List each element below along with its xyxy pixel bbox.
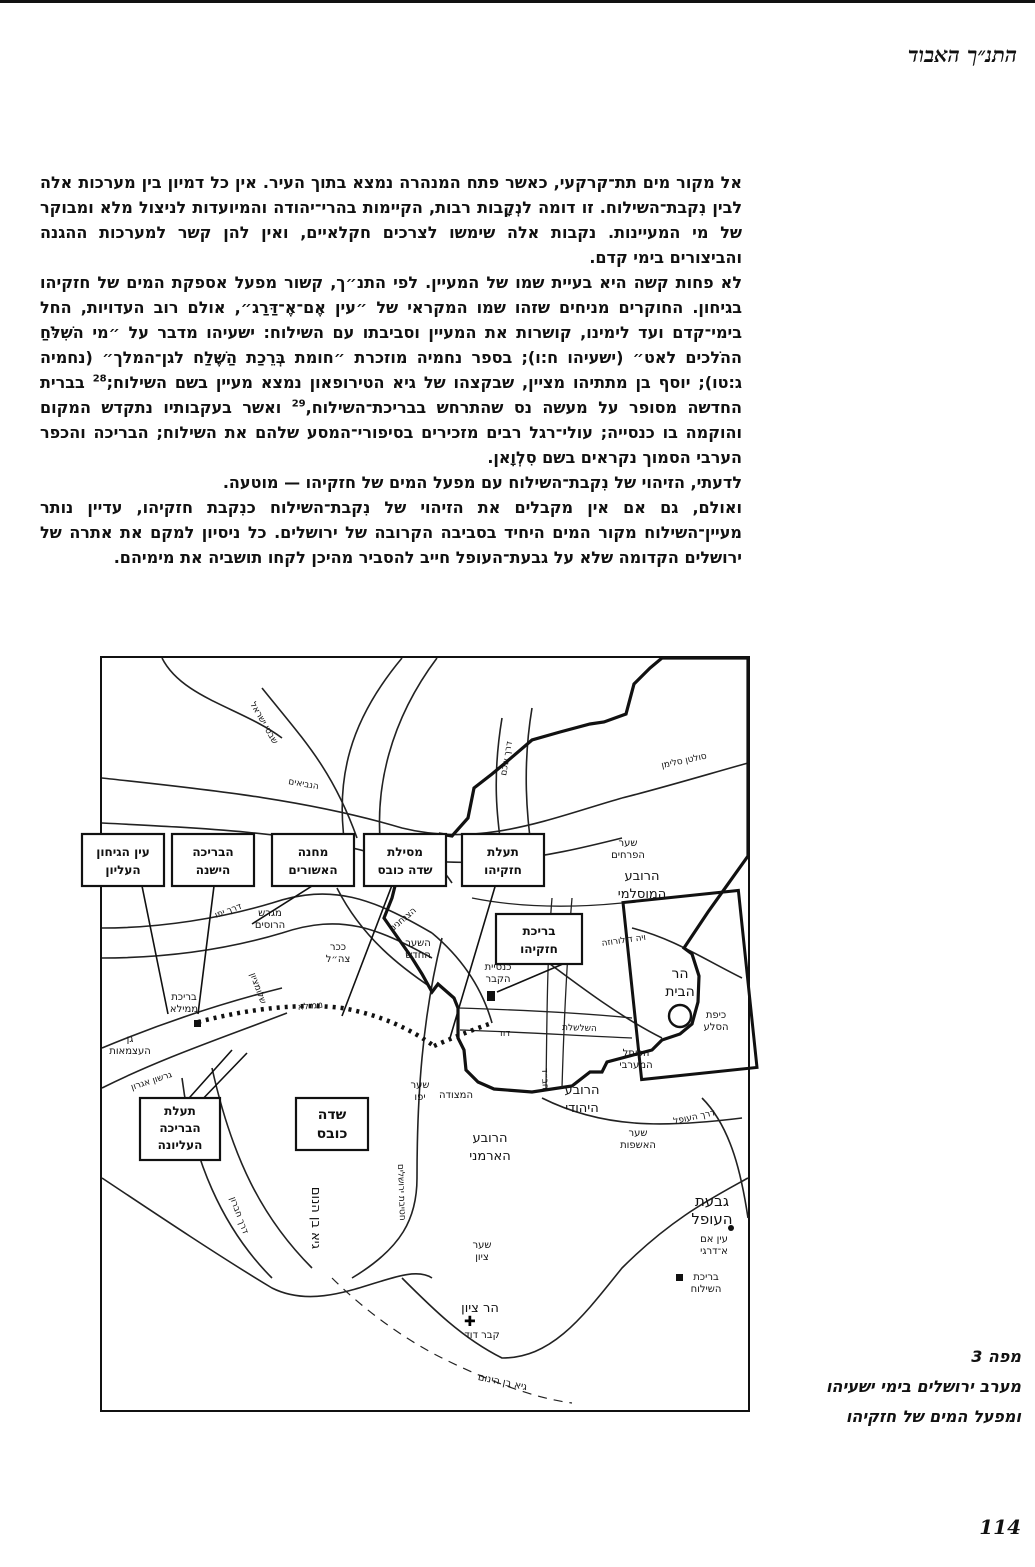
holy-sepulchre-line1: כנסיית — [484, 962, 512, 973]
callout-upper-pool-channel-line2: הבריכה — [159, 1121, 201, 1135]
western-wall-line2: המערבי — [619, 1060, 653, 1071]
map-number: מפה 3 — [971, 1347, 1021, 1366]
callout-towers-camp-line1: מחנה — [297, 845, 329, 859]
callout-launderers-road — [364, 834, 446, 886]
callout-gihon-upper-line1: עין הגיחון — [96, 845, 150, 859]
ein-umm-line1: עין אם — [700, 1234, 728, 1245]
callout-old-pool-line2: הישנה — [195, 863, 231, 877]
dung-gate-line1: שער — [628, 1128, 648, 1139]
callout-hezekiah-pool — [496, 914, 582, 964]
street-shivtei-israel: שבטי ישראל — [247, 700, 280, 747]
callout-hezekiah-pool-line2: חזקיהו — [520, 942, 558, 956]
ben-hinnom-label: גיא בן הינום — [476, 1371, 529, 1394]
road — [542, 958, 662, 1038]
street-chabad: חב״ד — [539, 1067, 550, 1090]
callout-upper-pool-channel-line1: תעלת — [164, 1104, 196, 1118]
david-tomb-marker: ✚ — [464, 1314, 476, 1330]
hinnom-valley-label: גיא בן הנום — [308, 1186, 323, 1250]
street-david: דוד — [498, 1029, 511, 1039]
street-hazanchanim: הצנחנים — [387, 905, 419, 935]
dome-rock-line2: הסלע — [703, 1022, 729, 1033]
callout-hezekiah-channel-line1: תעלת — [487, 845, 519, 859]
street-neviim: הנביאים — [287, 777, 320, 793]
hezekiah-channel-line — [434, 1023, 492, 1046]
ein-umm-line2: א־דרגי — [700, 1246, 728, 1257]
mamilla-pool-line1: בריכת — [171, 992, 197, 1003]
callout-upper-pool-channel-line3: העליונה — [157, 1138, 203, 1152]
temple-mount-line2: הבית — [665, 984, 695, 1000]
callout-launderers-road-line1: מסילת — [387, 845, 423, 859]
holy-sepulchre-line2: הקבר — [485, 974, 511, 985]
flowers-gate-line2: הפרחים — [611, 850, 645, 861]
paragraph-4: ואולם, גם אם אין מקבלים את הזיהוי של נִקבת־השילוח כנִקבת חזקיהו, עדיין נותר מעיין־השילוח מקור המים היחיד בסביבה הקרובה של ירושלים. כל ניסיון למקם את אתרה של ירושלים הקדומה שלא על גבעת־העופל חייב להסביר מהיכן לקחו תושביה את מימיהם. — [40, 498, 742, 567]
hezekiah-pool-marker — [487, 991, 495, 1001]
jewish-quarter-line2: היהודי — [565, 1101, 599, 1116]
callout-old-pool-line1: הבריכה — [192, 845, 234, 859]
paragraph-2-part-b: בברית החדשה מסופר על מעשה נס שהתרחש בבריכת־השילוח, — [40, 373, 742, 417]
street-shlomzion: שלומציון — [247, 971, 268, 1006]
david-tomb: קבר דוד — [464, 1330, 500, 1341]
road — [342, 658, 402, 858]
upper-pool-channel-line — [198, 1006, 434, 1046]
callout-towers-camp — [272, 834, 354, 886]
independence-park-line1: גן — [126, 1034, 134, 1045]
siloam-pool-line2: השילוח — [690, 1284, 722, 1295]
callout-hezekiah-channel-line2: חזקיהו — [484, 863, 522, 877]
zahal-square-line2: צה״ל — [325, 954, 351, 965]
new-gate-line2: החדש — [405, 950, 431, 961]
footnote-ref-29[interactable]: 29 — [291, 398, 306, 410]
street-shechem-road: דרך שכם — [499, 740, 515, 777]
street-agron: גרשון אגרון — [129, 1070, 174, 1093]
jaffa-gate-line2: יפו — [414, 1092, 426, 1103]
paragraph-2-part-c: ואשר בעקבותיו נתקדש המקום והוקמה בו כנסייה; עולי־רגל רבים מזכירים בסיפורי־המסע שלהם את השילוח; הבריכה והכפר הערבי הסמוך נקראים בשם סִלְוָאן. — [40, 398, 742, 467]
mamilla-pool-marker — [194, 1020, 201, 1027]
muslim-quarter-line1: הרובע — [624, 869, 660, 884]
map-jerusalem — [96, 656, 750, 1412]
citadel: המצודה — [439, 1090, 473, 1101]
map-svg — [96, 658, 748, 1410]
siloam-pool-marker — [676, 1274, 683, 1281]
street-suleiman: סולטן סלימן — [660, 751, 708, 771]
callout-old-pool — [172, 834, 254, 886]
street-hashalshelet: השלשלת — [561, 1023, 598, 1035]
street-jaffa-road: דרך יפו — [213, 901, 244, 921]
street-hebron-road: דרך חברון — [227, 1195, 250, 1236]
callout-gihon-upper-line2: העליון — [105, 863, 141, 877]
independence-park-line2: העצמאות — [109, 1046, 151, 1057]
road — [496, 718, 502, 853]
road — [526, 708, 532, 853]
callout-launderers-field — [296, 1098, 368, 1150]
street-via-dolorosa: ויה דולורוזה — [601, 932, 647, 949]
flowers-gate-line1: שער — [618, 838, 638, 849]
running-head: התנ״ך האבוד — [907, 42, 1017, 67]
zion-gate-line1: שער — [472, 1240, 492, 1251]
jewish-quarter-line1: הרובע — [564, 1083, 600, 1098]
map-caption-line2: ומפעל המים של חזקיהו — [845, 1407, 1021, 1426]
paragraph-3: לדעתי, הזיהוי של נִקבת־השילוח עם מפעל המים של חזקיהו — מוטעה. — [222, 473, 742, 492]
zion-gate-line2: ציון — [475, 1252, 489, 1263]
ophel-line1: גבעת — [694, 1192, 730, 1210]
new-gate-line1: השער — [405, 938, 431, 949]
temple-mount-line1: הר — [671, 966, 689, 982]
dome-rock-line1: כיפת — [705, 1010, 727, 1021]
muslim-quarter-line2: המוסלמי — [617, 887, 667, 902]
callout-launderers-field-line1: שדה — [317, 1107, 347, 1123]
road — [432, 933, 492, 1023]
top-rule — [0, 0, 1035, 3]
siloam-pool-line1: בריכת — [693, 1272, 719, 1283]
callout-launderers-road-line2: שדה כובס — [377, 863, 433, 877]
dung-gate-line2: האשפות — [620, 1140, 656, 1151]
jaffa-gate-line1: שער — [410, 1080, 430, 1091]
map-caption — [826, 1342, 1021, 1432]
zahal-square-line1: ככר — [329, 942, 347, 953]
street-ha-ofel: דרך העופל — [672, 1108, 717, 1127]
paragraph-2-part-a: לא פחות קשה היא בעיית שמו של המעיין. לפי התנ״ך, קשור מפעל אספקת המים של חזקיהו בגיחון. החוקרים מניחים שזהו שמו המקראי של ״עין אֶם־אֶ־דַּרַג״, אולם רוב העדויות, החל בימי־קדם ועד לימינו, קושרות את המעיין וסביבתו עם השילוח: ישעיהו מדבר על ״מי השִׁלֹּחַ ההֹלכים לאט״ (ישעיהו ח:ו); בספר נחמיה מוזכרת ״חומת בְּרֵכַת הַשֶּׁלַח לגן־המלך״ (נחמיה ג:טו); יוסף בן מתתיהו מציין, שבקצהו של גיא הטירופאון נמצא מעיין בשם השילוח; — [40, 273, 742, 392]
paragraph-2 — [40, 270, 742, 470]
ben-hinnom-valley — [332, 1278, 572, 1403]
mount-zion: הר ציון — [461, 1301, 499, 1316]
callout-hezekiah-channel — [462, 834, 544, 886]
callout-hezekiah-pool-line1: בריכת — [522, 924, 556, 938]
paragraph-1: אל מקור מים תת־קרקעי, כאשר פתח המנהרה נמצא בתוך העיר. אין כל דמיון בין מערכות אלה לבין נִקבת־השילוח. זו דומה לנְקָבות רבות, הקיימות בהרי־יהודה והמיועדות לניצול מלא ומבוקר של מי המעיינות. נקבות אלה שימשו לצרכים חקלאיים, ואין להן קשר למערכות ההגנה והביצורים בימי קדם. — [40, 173, 742, 267]
western-wall-line1: הכותל — [622, 1048, 650, 1059]
mamilla-pool-line2: ממילא — [169, 1004, 199, 1015]
armenian-quarter-line2: הארמני — [469, 1149, 511, 1164]
ophel-line2: העופל — [691, 1210, 733, 1228]
road — [622, 763, 748, 798]
street-hativat: חטיבת ירושלים — [395, 1163, 407, 1221]
armenian-quarter-line1: הרובע — [472, 1131, 508, 1146]
russian-compound-line1: מגרש — [258, 908, 282, 919]
callout-towers-camp-line2: האשורים — [288, 863, 338, 877]
road — [379, 658, 437, 858]
body-text — [40, 170, 742, 570]
callout-gihon-upper — [82, 834, 164, 886]
dome-of-rock-marker — [669, 1005, 691, 1027]
road — [102, 1178, 432, 1297]
russian-compound-line2: הרוסים — [254, 920, 286, 931]
page-number: 114 — [979, 1515, 1021, 1539]
footnote-ref-28[interactable]: 28 — [92, 373, 107, 385]
road — [102, 778, 622, 835]
callout-launderers-field-line2: כובס — [316, 1126, 348, 1142]
map-caption-line1: מערב ירושלים בימי ישעיהו — [826, 1377, 1021, 1396]
street-mamilla: ממילא — [297, 1000, 324, 1013]
